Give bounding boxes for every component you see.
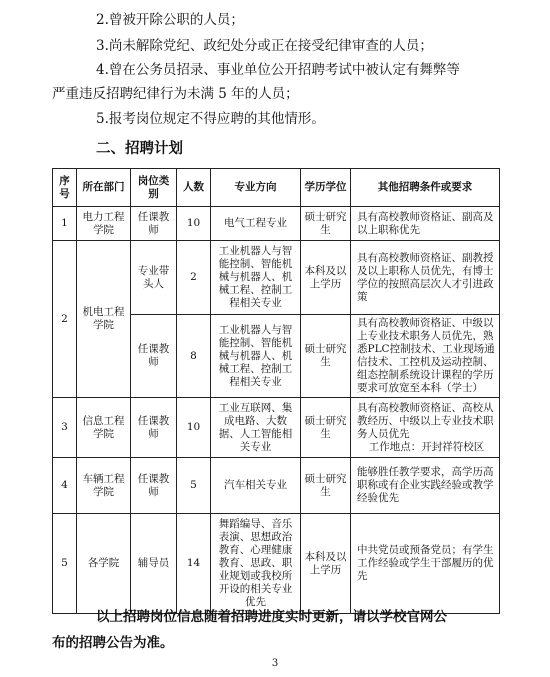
cell-category: 任课教师 [131,398,177,458]
table-row [53,514,500,614]
cell-major: 汽车相关专业 [211,458,301,514]
cell-major: 电气工程专业 [211,207,301,241]
header-category: 岗位类别 [131,169,177,207]
cell-category: 专业带头人 [131,241,177,315]
work-location-note: 工作地点：开封祥符校区 [368,440,485,453]
cell-major: 工业机器人与智能控制、智能机械与机器人、机械工程、控制工程相关专业 [211,315,301,398]
cell-major: 舞蹈编导、音乐表演、思想政治教育、心理健康教育、思政、职业规划或我校所开设的相关专业优先 [211,514,301,614]
header-degree: 学历学位 [301,169,351,207]
header-no: 序号 [53,169,77,207]
cell-requirements: 能够胜任教学要求，高学历高职称或有企业实践经验或教学经验优先 [351,458,500,514]
paragraph-item-3: 3.尚未解除党纪、政纪处分或正在接受纪律审查的人员； [96,38,433,54]
paragraph-item-4-line1: 4.曾在公务员招录、事业单位公开招聘考试中被认定有舞弊等 [96,62,460,78]
cell-requirements: 具有高校教师资格证、副教授及以上职称人员优先，有博士学位的按照高层次人才引进政策 [351,241,500,315]
cell-degree: 硕士研究生 [301,398,351,458]
header-count: 人数 [177,169,211,207]
cell-dept: 车辆工程学院 [77,458,131,514]
recruitment-table [52,168,500,614]
cell-no: 2 [53,241,77,398]
cell-major: 工业互联网、集成电路、大数据、人工智能相关专业 [211,398,301,458]
cell-major: 工业机器人与智能控制、智能机械与机器人、机械工程、控制工程相关专业 [211,241,301,315]
cell-count: 14 [177,514,211,614]
cell-degree: 本科及以上学历 [301,514,351,614]
paragraph-item-2: 2.曾被开除公职的人员； [96,12,244,28]
cell-degree: 硕士研究生 [301,207,351,241]
cell-requirements: 中共党员或预备党员；有学生工作经验或学生干部履历的优先 [351,514,500,614]
cell-dept: 各学院 [77,514,131,614]
table-row [53,207,500,241]
cell-no: 5 [53,514,77,614]
cell-no: 4 [53,458,77,514]
table-row [53,398,500,458]
cell-category: 任课教师 [131,207,177,241]
cell-dept: 机电工程学院 [77,241,131,398]
cell-count: 2 [177,241,211,315]
header-major: 专业方向 [211,169,301,207]
cell-requirements: 具有高校教师资格证、中级以上专业技术职务人员优先，熟悉PLC控制技术、工业现场通信技术、工控机及运动控制、组态控制系统设计课程的学历要求可放宽至本科（学士） [351,315,500,398]
page-number: 3 [271,658,279,669]
requirements-text: 具有高校教师资格证、高校从教经历、中级以上专业技术职务人员优先 [357,401,494,440]
cell-degree: 硕士研究生 [301,315,351,398]
paragraph-item-5: 5.报考岗位规定不得应聘的其他情形。 [96,111,325,127]
paragraph-item-4-line2: 严重违反招聘纪律行为未满 5 年的人员； [52,86,299,102]
cell-count: 5 [177,458,211,514]
cell-category: 任课教师 [131,315,177,398]
cell-category: 任课教师 [131,458,177,514]
cell-no: 3 [53,398,77,458]
header-dept: 所在部门 [77,169,131,207]
cell-count: 10 [177,207,211,241]
closing-line-1: 以上招聘岗位信息随着招聘进度实时更新，请以学校官网公 [96,609,447,625]
cell-count: 10 [177,398,211,458]
cell-requirements: 具有高校教师资格证、副高及以上职称优先 [351,207,500,241]
cell-no: 1 [53,207,77,241]
header-requirements: 其他招聘条件或要求 [351,169,500,207]
cell-category: 辅导员 [131,514,177,614]
cell-degree: 硕士研究生 [301,458,351,514]
closing-line-2: 布的招聘公告为准。 [52,635,174,651]
cell-requirements [351,398,500,458]
table-row [53,458,500,514]
table-row [53,241,500,315]
cell-dept: 信息工程学院 [77,398,131,458]
cell-degree: 本科及以上学历 [301,241,351,315]
cell-count: 8 [177,315,211,398]
cell-dept: 电力工程学院 [77,207,131,241]
section-heading: 二、招聘计划 [96,141,183,157]
table-header-row [53,169,500,207]
